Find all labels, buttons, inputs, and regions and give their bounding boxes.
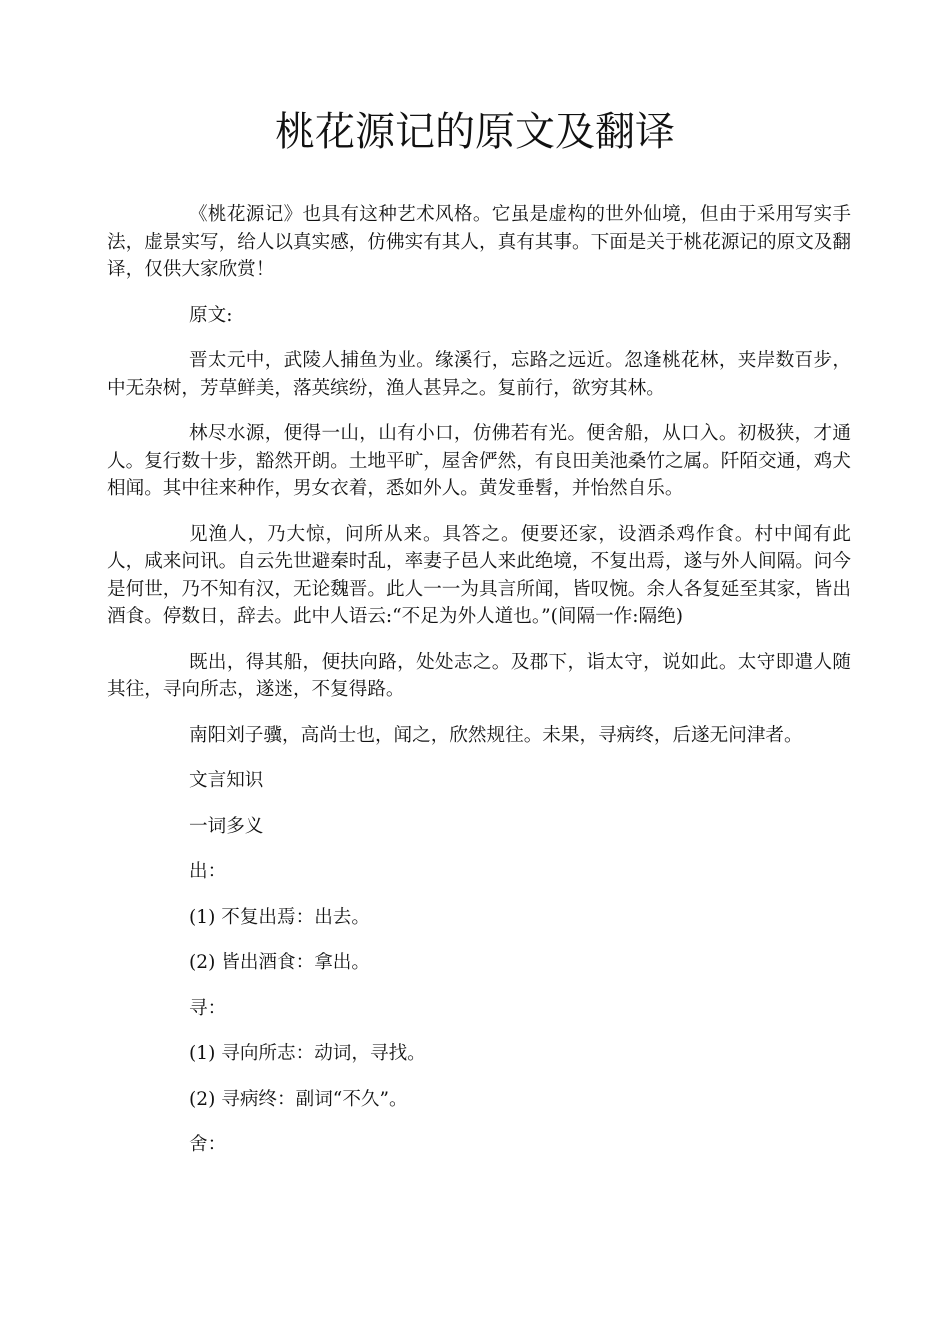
intro-paragraph: 《桃花源记》也具有这种艺术风格。它虽是虚构的世外仙境，但由于采用写实手法，虚景实写，给人以真实感，仿佛实有其人，真有其事。下面是关于桃花源记的原文及翻译，仅供大家欣赏！	[107, 204, 851, 280]
section-heading-classical-knowledge: 文言知识	[189, 770, 264, 791]
section-heading-original-text: 原文:	[189, 304, 233, 326]
term-heading: 寻：	[189, 997, 227, 1019]
original-text-paragraph: 林尽水源，便得一山，山有小口，仿佛若有光。便舍船，从口入。初极狭，才通人。复行数十步，豁然开朗。土地平旷，屋舍俨然，有良田美池桑竹之属。阡陌交通，鸡犬相闻。其中往来种作，男女衣着，悉如外人。黄发垂髫，并怡然自乐。	[107, 423, 851, 499]
document-title: 桃花源记的原文及翻译	[275, 109, 675, 155]
term-definition: (2) 皆出酒食：拿出。	[189, 952, 370, 973]
original-text-paragraph: 晋太元中，武陵人捕鱼为业。缘溪行，忘路之远近。忽逢桃花林，夹岸数百步，中无杂树，芳草鲜美，落英缤纷，渔人甚异之。复前行，欲穷其林。	[107, 350, 851, 399]
term-heading: 舍：	[189, 1134, 227, 1155]
original-text-paragraph: 见渔人，乃大惊，问所从来。具答之。便要还家，设酒杀鸡作食。村中闻有此人，咸来问讯。自云先世避秦时乱，率妻子邑人来此绝境，不复出焉，遂与外人间隔。问今是何世，乃不知有汉，无论魏晋。此人一一为具言所闻，皆叹惋。余人各复延至其家，皆出酒食。停数日，辞去。此中人语云:“不足为外人道也。”(间隔一作:隔绝)	[107, 523, 851, 627]
subsection-heading-polysemy: 一词多义	[189, 815, 264, 837]
term-heading: 出：	[189, 861, 227, 882]
document-body	[107, 201, 851, 1177]
original-text-paragraph: 既出，得其船，便扶向路，处处志之。及郡下，诣太守，说如此。太守即遣人随其往，寻向所志，遂迷，不复得路。	[107, 651, 851, 700]
term-definition: (1) 不复出焉：出去。	[189, 906, 370, 928]
term-definition: (2) 寻病终：副词“不久”。	[189, 1088, 408, 1110]
original-text-paragraph: 南阳刘子骥，高尚士也，闻之，欣然规往。未果，寻病终，后遂无问津者。	[189, 724, 803, 746]
term-definition: (1) 寻向所志：动词，寻找。	[189, 1043, 426, 1064]
